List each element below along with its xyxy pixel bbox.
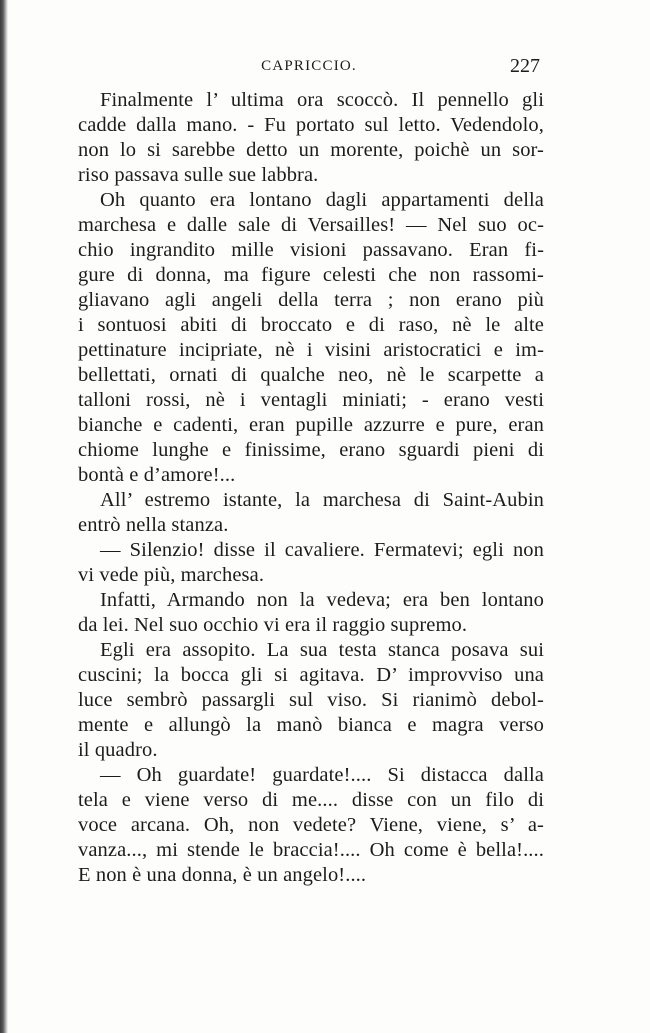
- text-line: — Oh guardate! guardate!.... Si distacca dalla: [100, 764, 544, 786]
- paragraph: [78, 488, 544, 538]
- text-line: vanza..., mi stende le braccia!.... Oh come è bella!....: [78, 839, 544, 861]
- paragraph: [78, 188, 544, 488]
- page-number: 227: [510, 55, 540, 77]
- text-line: Egli era assopito. La sua testa stanca posava sui: [100, 639, 544, 661]
- running-title: CAPRICCIO.: [261, 58, 357, 74]
- text-line: bellettati, ornati di qualche neo, nè le scarpette a: [78, 364, 544, 386]
- page-header: [78, 55, 540, 86]
- text-line: Finalmente l’ ultima ora scoccò. Il pennello gli: [100, 89, 544, 111]
- text-line: chiome lunghe e finissime, erano sguardi pieni di: [78, 439, 544, 461]
- text-line: cuscini; la bocca gli si agitava. D’ improvviso una: [78, 664, 544, 686]
- text-line: pettinature incipriate, nè i visini aristocratici e im-: [78, 339, 544, 361]
- paragraph: [78, 638, 544, 763]
- text-line: mente e allungò la manò bianca e magra verso: [78, 714, 544, 736]
- paragraph: [78, 588, 544, 638]
- text-line: cadde dalla mano. - Fu portato sul letto. Vedendolo,: [78, 114, 544, 136]
- paragraph: [78, 88, 544, 188]
- text-line: il quadro.: [78, 739, 158, 761]
- text-line: riso passava sulle sue labbra.: [78, 164, 319, 186]
- text-line: All’ estremo istante, la marchesa di Saint-Aubin: [100, 489, 544, 511]
- text-line: luce sembrò passargli sul viso. Si rianimò debol-: [78, 689, 544, 711]
- text-line: bontà e d’amore!...: [78, 464, 236, 486]
- paragraph: [78, 538, 544, 588]
- paragraph: [78, 763, 544, 888]
- body-text: [78, 88, 544, 888]
- text-line: E non è una donna, è un angelo!....: [78, 864, 367, 886]
- text-line: gliavano agli angeli della terra ; non erano più: [78, 289, 544, 311]
- text-line: entrò nella stanza.: [78, 514, 229, 536]
- text-line: voce arcana. Oh, non vedete? Viene, viene, s’ a-: [78, 814, 544, 836]
- text-line: vi vede più, marchesa.: [78, 564, 265, 586]
- text-line: gure di donna, ma figure celesti che non rassomi-: [78, 264, 544, 286]
- text-line: Oh quanto era lontano dagli appartamenti della: [100, 189, 544, 211]
- text-line: marchesa e dalle sale di Versailles! — Nel suo oc-: [78, 214, 544, 236]
- text-line: chio ingrandito mille visioni passavano. Eran fi-: [78, 239, 544, 261]
- book-spine-edge: [0, 0, 8, 1033]
- text-line: Infatti, Armando non la vedeva; era ben lontano: [100, 589, 544, 611]
- text-line: i sontuosi abiti di broccato e di raso, nè le alte: [78, 314, 544, 336]
- text-line: tela e viene verso di me.... disse con un filo di: [78, 789, 544, 811]
- text-line: — Silenzio! disse il cavaliere. Fermatevi; egli non: [100, 539, 544, 561]
- text-line: talloni rossi, nè i ventagli miniati; - erano vesti: [78, 389, 544, 411]
- text-line: da lei. Nel suo occhio vi era il raggio supremo.: [78, 614, 468, 636]
- text-line: non lo si sarebbe detto un morente, poichè un sor-: [78, 139, 544, 161]
- text-line: bianche e cadenti, eran pupille azzurre e pure, eran: [78, 414, 544, 436]
